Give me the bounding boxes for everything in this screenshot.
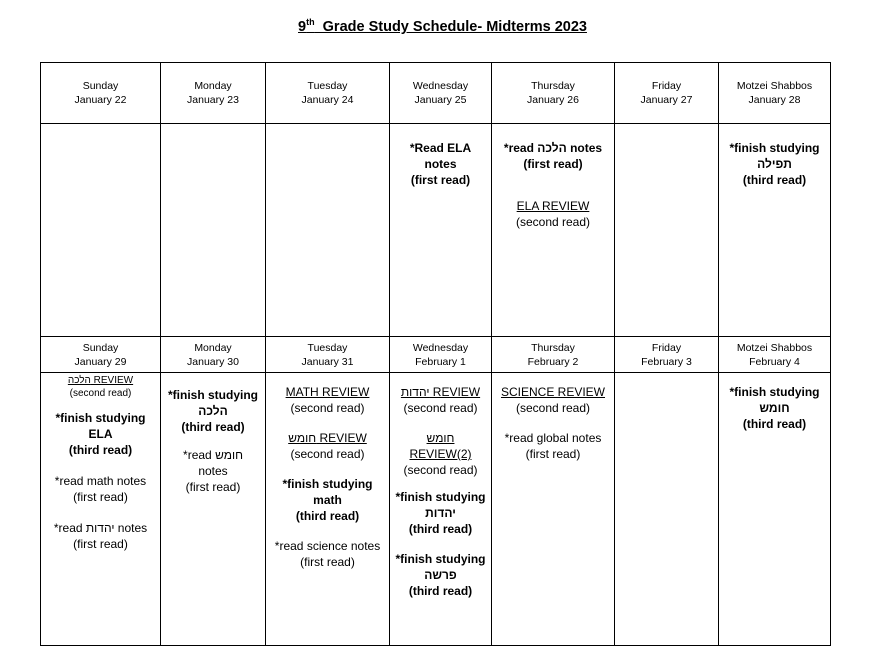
task-cell: [161, 373, 266, 646]
task-cell: [390, 373, 492, 646]
task-item: *finish studying חומש (third read): [729, 385, 820, 431]
task-item: *finish studying הלכה (third read): [168, 388, 258, 434]
day-header: Sunday January 22: [41, 63, 161, 124]
week2-header-row: [41, 337, 831, 373]
task-item: *Read ELA notes (first read): [409, 141, 472, 187]
page-title: 9th Grade Study Schedule- Midterms 2023: [298, 17, 587, 35]
task-item: הלכה REVIEW (second read): [67, 375, 134, 399]
task-cell: [492, 373, 615, 646]
task-item: ELA REVIEW (second read): [515, 199, 591, 229]
day-header: Tuesday January 31: [266, 337, 390, 373]
task-cell: [719, 124, 831, 337]
task-cell: [390, 124, 492, 337]
task-item: *finish studying ELA (third read): [55, 411, 146, 457]
task-item: *finish studying יהדות (third read): [395, 490, 486, 536]
week2-tasks-row: [41, 373, 831, 646]
task-item: *read math notes (first read): [54, 474, 147, 504]
day-header: Thursday February 2: [492, 337, 615, 373]
task-cell: [266, 373, 390, 646]
task-cell: [266, 124, 390, 337]
task-item: חומש REVIEW (second read): [288, 431, 367, 461]
task-cell: [719, 373, 831, 646]
day-header: Tuesday January 24: [266, 63, 390, 124]
day-header: Wednesday January 25: [390, 63, 492, 124]
day-header: Motzei Shabbos January 28: [719, 63, 831, 124]
week1-tasks-row: [41, 124, 831, 337]
task-item: *read הלכה notes (first read): [503, 141, 603, 171]
task-cell: [41, 124, 161, 337]
day-header: Sunday January 29: [41, 337, 161, 373]
task-item: MATH REVIEW (second read): [285, 385, 370, 415]
task-item: *finish studying math (third read): [282, 477, 373, 523]
task-item: *read science notes (first read): [274, 539, 381, 569]
task-cell: [615, 373, 719, 646]
day-header: Wednesday February 1: [390, 337, 492, 373]
day-header: Thursday January 26: [492, 63, 615, 124]
task-item: יהדות REVIEW (second read): [400, 385, 481, 415]
day-header: Monday January 23: [161, 63, 266, 124]
week1-header-row: [41, 63, 831, 124]
task-item: *read global notes (first read): [504, 431, 602, 461]
day-header: Friday January 27: [615, 63, 719, 124]
task-item: *finish studying פרשה (third read): [395, 552, 486, 598]
day-header: Motzei Shabbos February 4: [719, 337, 831, 373]
task-item: *read יהדות notes (first read): [53, 521, 148, 551]
task-item: *read חומש notes (first read): [183, 448, 243, 494]
task-cell: [161, 124, 266, 337]
task-cell: [615, 124, 719, 337]
day-header: Friday February 3: [615, 337, 719, 373]
task-cell: [41, 373, 161, 646]
study-schedule-table: [40, 62, 831, 646]
task-item: חומש REVIEW(2) (second read): [403, 431, 478, 477]
task-cell: [492, 124, 615, 337]
task-item: *finish studying תפילה (third read): [729, 141, 820, 187]
day-header: Monday January 30: [161, 337, 266, 373]
task-item: SCIENCE REVIEW (second read): [500, 385, 605, 415]
